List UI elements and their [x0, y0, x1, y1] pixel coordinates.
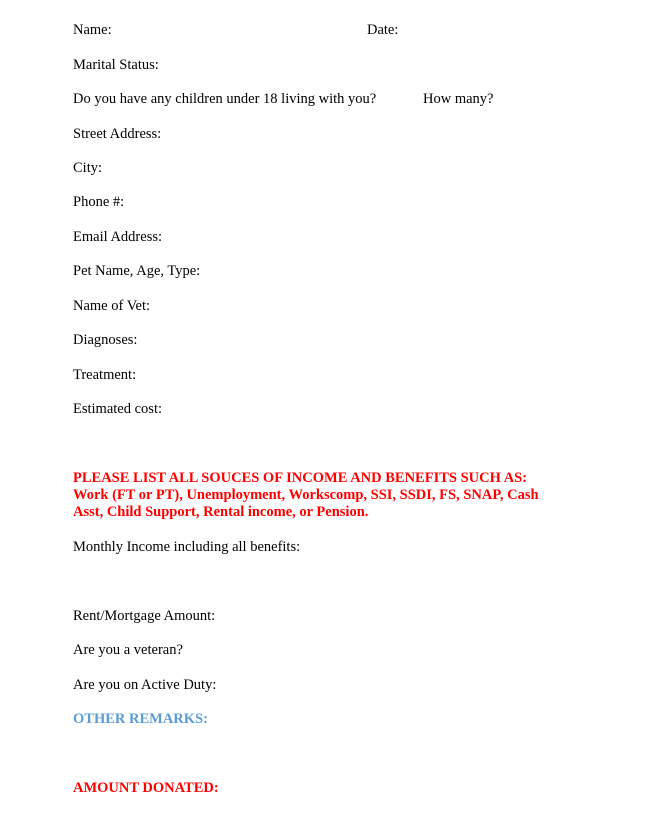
field-veteran-label: Are you a veteran?: [73, 642, 183, 658]
field-children-label: Do you have any children under 18 living with you?: [73, 91, 377, 107]
field-phone-label: Phone #:: [73, 194, 125, 210]
field-date-label: Date:: [367, 22, 399, 38]
field-pet-info-label: Pet Name, Age, Type:: [73, 263, 201, 279]
amount-donated-heading: AMOUNT DONATED:: [73, 780, 219, 796]
field-estimated-cost-label: Estimated cost:: [73, 401, 162, 417]
field-diagnoses-label: Diagnoses:: [73, 332, 138, 348]
other-remarks-heading: OTHER REMARKS:: [73, 711, 208, 727]
income-sources-notice: [73, 470, 573, 521]
field-rent-mortgage-label: Rent/Mortgage Amount:: [73, 608, 216, 624]
field-monthly-income-label: Monthly Income including all benefits:: [73, 539, 301, 555]
income-notice-line-1: PLEASE LIST ALL SOUCES OF INCOME AND BENEFITS SUCH AS:: [73, 470, 528, 486]
field-marital-status-label: Marital Status:: [73, 57, 159, 73]
income-notice-line-3: Asst, Child Support, Rental income, or Pension.: [73, 504, 369, 520]
field-street-address-label: Street Address:: [73, 126, 162, 142]
field-treatment-label: Treatment:: [73, 367, 137, 383]
income-notice-line-2: Work (FT or PT), Unemployment, Workscomp, SSI, SSDI, FS, SNAP, Cash: [73, 487, 539, 503]
field-vet-name-label: Name of Vet:: [73, 298, 151, 314]
field-name-label: Name:: [73, 22, 112, 38]
field-how-many-label: How many?: [423, 91, 494, 107]
field-city-label: City:: [73, 160, 103, 176]
field-email-label: Email Address:: [73, 229, 163, 245]
field-active-duty-label: Are you on Active Duty:: [73, 677, 217, 693]
